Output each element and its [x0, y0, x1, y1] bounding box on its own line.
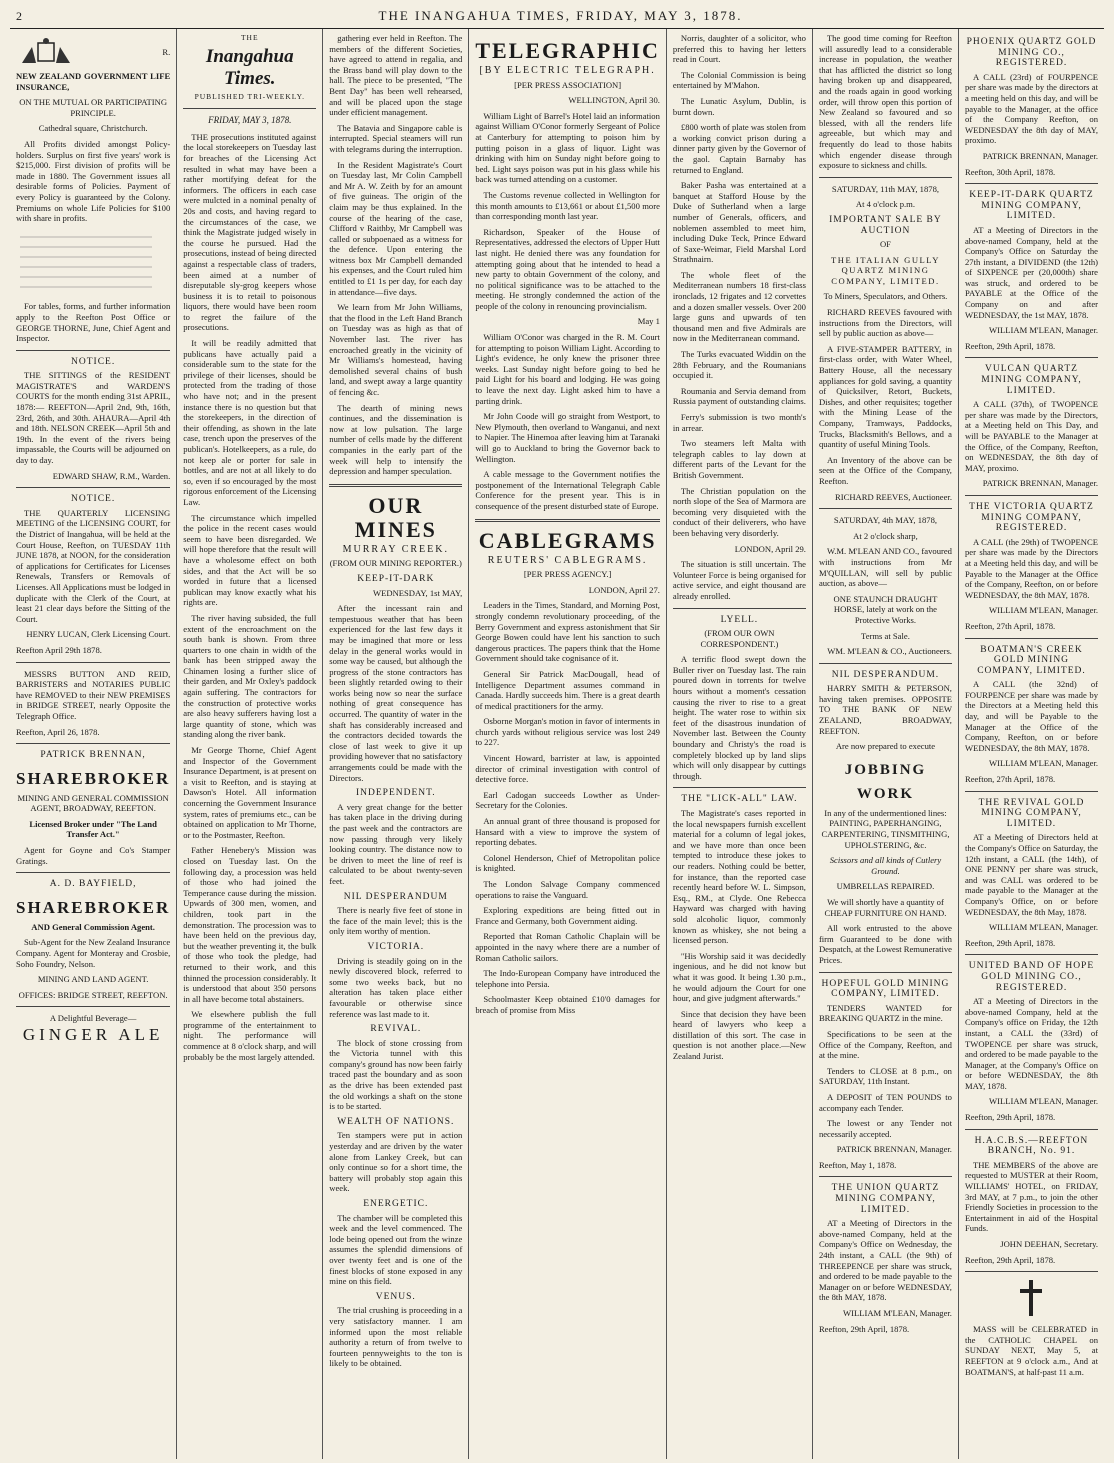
hopeful-heading: HOPEFUL GOLD MINING COMPANY, LIMITED. — [821, 978, 950, 1000]
victoria-heading: VICTORIA. — [367, 941, 425, 952]
col5-para-6: The whole fleet of the Mediterranean numbers 18 first-class ironclads, 12 frigates and 12 corvettes and a dozen smaller vessels. Over 200 large guns and upwards of ten thousand men and five Admirals are now in the Mediterranean command. — [672, 269, 806, 344]
kid-signature: WILLIAM M'LEAN, Manager. — [989, 325, 1098, 336]
energetic-body: The chamber will be completed this week and the level commenced. The lode being opened out from the winze assumes the splendid dimensions of over twenty feet and is one of the finest blocks of stone exposed in any mine on this field. — [329, 1212, 463, 1287]
notice2-signature: HENRY LUCAN, Clerk Licensing Court. — [26, 629, 171, 640]
cablegrams-title: CABLEGRAMS — [478, 527, 657, 553]
mlean-signature: WM. M'LEAN & CO., Auctioneers. — [827, 646, 952, 657]
umbrellas-line: UMBRELLAS REPAIRED. — [836, 881, 935, 892]
col5-para-1: Norris, daughter of a solicitor, who preferred this to having her letters read in Court. — [672, 33, 806, 65]
auction-heading: IMPORTANT SALE BY AUCTION — [829, 214, 942, 236]
lyell-body: A terrific flood swept down the Buller river on Tuesday last. The rain poured down in torrents for twelve hours without a moment's cessation causing the river to rise to a great height. The water rose to within six feet of the disastrous inundation of November last. Between the County boundary and Christy's the road is completely blocked up by land slips which will only disappear by cuttings through. — [672, 654, 806, 781]
phoenix-date: Reefton, 30th April, 1878. — [964, 166, 1056, 177]
cross-icon — [1016, 1278, 1046, 1318]
scissors-line: Scissors and all kinds of Cutlery Ground. — [829, 855, 942, 876]
auction2-date: SATURDAY, 4th MAY, 1878, — [833, 515, 938, 526]
editorial-para-4: The river having subsided, the full extent of the encroachment on the south bank is shown. From three quarters to one chain in width of the bank has been stripped away the Chinamen losing a further slice of their garden, and Mr Oxley's paddock again suffering. The contractors for the construction of protective works are also heavy sufferers having lost a large quantity of stone, which was standing along the river bank. — [183, 612, 317, 740]
col5-para-4: £800 worth of plate was stolen from a working convict prison during a dinner party given by the Governor of the gaol. Captain Barnaby has returned to England. — [672, 122, 806, 175]
lick-all-law-body-3: Since that decision they have been heard of lawyers who keep a distillation of this sort. The case in question is not another place.—New Zealand Jurist. — [672, 1008, 806, 1062]
masthead-title: THE INANGAHUA TIMES, FRIDAY, MAY 3, 1878. — [378, 8, 743, 23]
col4-para-8: General Sir Patrick MacDougall, head of Intelligence Department assumes command in Canada. Hardly succeeds him. There is a great dearth of medical practitioners for the army. — [475, 668, 660, 711]
col4-para-5: Mr John Coode will go straight from Westport, to New Plymouth, then overland to Wanganui, and next to Napier. The Hinemoa after leaving him at Taranaki will go to Auckland to bring the Governor back to Wellington. — [475, 411, 660, 464]
column-1 — [10, 29, 177, 1459]
london-april29-dateline: LONDON, April 29. — [734, 543, 806, 554]
revival-heading: REVIVAL. — [370, 1024, 422, 1035]
smith-prepared: Are now prepared to execute — [835, 741, 936, 752]
reeves-body: RICHARD REEVES favoured with instructions from the Directors, will sell by public auction as above— — [818, 307, 952, 339]
mass-body: MASS will be CELEBRATED in the CATHOLIC CHAPEL on SUNDAY NEXT, May 5, at REEFTON at 9 o'clock a.m., And at BOATMAN'S, at half-past 11 a.m. — [964, 1324, 1098, 1377]
editorial-para-7: We elsewhere publish the full programme of the entertainment to night. The performance will commence at 8 o'clock sharp, and will probably be the most largely attended. — [183, 1009, 317, 1062]
notice-body: THE SITTINGS of the RESIDENT MAGISTRATE'S and WARDEN'S COURTS for the month ending 31st APRIL, 1878:— REEFTON—April 2nd, 9th, 16th, 23rd, 26th, and 30th. AHAURA—April 4th and 18th. NELSON CREEK—April 5th and 19th. In the event of the rivers being impassable, the Courts will be adjourned on day to day. — [16, 370, 171, 466]
united-signature: WILLIAM M'LEAN, Manager. — [989, 1096, 1098, 1107]
hacbs-body: THE MEMBERS of the above are requested to MUSTER at their Room, WILLIAMS' HOTEL, on FRIDAY, 3rd MAY, at 7 p.m., to join the other Friendly Societies in procession to the Entertainment in aid of the Hospital Funds. — [964, 1159, 1098, 1234]
column-6 — [813, 29, 959, 1459]
horse-body: ONE STAUNCH DRAUGHT HORSE, lately at work on the Protective Works. — [833, 593, 938, 625]
victoria-ad-signature: WILLIAM M'LEAN, Manager. — [989, 605, 1098, 616]
col3-para-4: We learn from Mr John Williams, that the flood in the Left Hand Branch on Tuesday was as high as that of November last. The river has encroached greatly in the vicinity of Mr Williams's homestead, having demolished several chains of bush land, and swept away a large quantity of fencing &c. — [329, 302, 463, 397]
brennan-agent: Agent for Goyne and Co's Stamper Gratings. — [16, 845, 171, 866]
notice-signature: EDWARD SHAW, R.M., Warden. — [52, 470, 171, 481]
col4-para-7: Leaders in the Times, Standard, and Morning Post, strongly condemn revolutionary proceeding, of the Berry Government and express astonishment that Sir George Bowen could have lent his sanction to such dangerous practices. The papers think that the Home Government should take cognisance of it. — [475, 600, 660, 664]
united-heading: UNITED BAND OF HOPE GOLD MINING CO., REGISTERED. — [968, 961, 1095, 993]
insurance-body: All Profits divided amongst Policy-holders. Surplus on first five years' work is $215,000. First division of profits will be made in 1880. The Government issues all desirable forms of Policies. Payment of every Policy is guaranteed by the Colony. Premiums on whole Life Policies for $100 with share in profits. — [16, 138, 171, 224]
col3-para-5: The dearth of mining news continues, and the dissemination is now at low pulsation. The large number of cells made by the different companies in the early part of the week will help to intensify the depression and hamper speculation. — [329, 402, 463, 477]
our-mines-title: OUR MINES — [354, 492, 437, 542]
col4-para-13: Colonel Henderson, Chief of Metropolitan police is knighted. — [475, 852, 660, 874]
revival-body: The block of stone crossing from the Victoria tunnel with this company's ground has now been fairly traced past the boundary and as soon as the drive has been extended past the old workings a shaft on the stone is to be started. — [329, 1037, 463, 1112]
insurance-address: Cathedral square, Christchurch. — [38, 123, 148, 134]
bayfield-name: A. D. BAYFIELD, — [49, 879, 137, 890]
notice-heading: NOTICE. — [71, 356, 116, 367]
col5-para-10: Two steamers left Malta with telegraph cables to lay down at different parts of the Levant for the British Government. — [672, 438, 806, 480]
kid-heading: KEEP-IT-DARK QUARTZ MINING COMPANY, LIMITED. — [969, 190, 1094, 222]
insurance-footer: For tables, forms, and further information apply to the Reefton Post Office or GEORGE THORNE, June, Chief Agent and Inspector. — [16, 301, 171, 344]
telegraphic-subtitle: [BY ELECTRIC TELEGRAPH. — [479, 65, 656, 76]
london-dateline: LONDON, April 27. — [588, 584, 660, 595]
venus-heading: VENUS. — [375, 1291, 416, 1302]
battery-body: A FIVE-STAMPER BATTERY, in first-class order, with Water Wheel, Battery House, all the necessary appliances for gold saving, a quantity of Quicksilver, Retort, Buckets, Dishes, and other requisites; together with the Mining Lease of the Company, Tramways, Paddocks, Trucks, Blacksmith's Bellows, and a quantity of useful Mining Tools. — [818, 343, 952, 450]
bayfield-title: SHAREBROKER — [16, 897, 171, 917]
lyell-correspondent: (FROM OUR OWN CORRESPONDENT.) — [700, 628, 779, 649]
royal-arms-icon — [16, 37, 76, 67]
union-signature: WILLIAM M'LEAN, Manager. — [843, 1308, 952, 1318]
col4-para-12: An annual grant of three thousand is proposed for Hansard with a view to improve the system of reporting debates. — [475, 816, 660, 848]
press-association-line: [PER PRESS ASSOCIATION] — [514, 79, 622, 90]
ginger-ale: GINGER ALE — [22, 1025, 164, 1044]
col5-para-9: Ferry's submission is two month's in arrear. — [672, 412, 806, 433]
button-reid-date: Reefton, April 26, 1878. — [16, 726, 100, 737]
wellington-dateline: WELLINGTON, April 30. — [568, 95, 660, 106]
insurance-subtitle: ON THE MUTUAL OR PARTICIPATING PRINCIPLE. — [19, 97, 168, 118]
col4-para-16: Reported that Roman Catholic Chaplain will be appointed in the navy where there are a number of Roman Catholic sailors. — [475, 931, 660, 963]
energetic-heading: ENERGETIC. — [363, 1199, 429, 1209]
bayfield-offices: OFFICES: BRIDGE STREET, REEFTON. — [18, 989, 168, 1000]
auction-to: To Miners, Speculators, and Others. — [823, 291, 948, 302]
vulcan-signature: PATRICK BRENNAN, Manager. — [982, 478, 1098, 489]
auction-date: SATURDAY, 11th MAY, 1878, — [831, 183, 940, 194]
editorial-para-6: Father Henebery's Mission was closed on Tuesday last. On the following day, a procession was held of those who had joined the Temperance cause during the mission. Upwards of 300 men, women, and children, took part in the demonstration. The procession was to have been held on the previous day, but the weather preventing it, the bulk of those who took the pledge, had returned to their work, and this thinned the procession considerably. It is understood that about 350 persons in all have become total abstainers. — [183, 845, 317, 1004]
button-reid-body: MESSRS BUTTON AND REID, BARRISTERS and NOTARIES PUBLIC have REMOVED to their NEW PREMISES in BRIDGE STREET, nearly Opposite the Telegraph Office. — [16, 668, 171, 721]
col4-para-1: William Light of Barrel's Hotel laid an information against William O'Conor formerly Sergeant of Police at Canterbury for attempting to poison him by putting poison in a glass of liquor. Light was drinking with him on Sunday night before going to bed. Light says poison was put in his glass while his back was turned attending on a customer. — [475, 110, 660, 185]
auction-time: At 4 o'clock p.m. — [855, 199, 915, 210]
vulcan-body: A CALL (37th), of TWOPENCE per share was made by the Directors, at a Meeting held on This Day, and will be PAYABLE to the Manager at the Office, of the Company, Reefton, on WEDNESDAY, the 8th day of MAY, proximo. — [964, 399, 1098, 473]
victoria-body: Driving is steadily going on in the newly discovered block, referred to some two weeks back, but no alteration has taken place either favourable or otherwise since reference was last made to it. — [329, 955, 463, 1019]
column-3 — [323, 29, 469, 1459]
editorial-para-3: The circumstance which impelled the police in the recent cases would seem to have been disregarded. We will hope therefore that the result will have a wholesome effect on both sides, and that the Act will be so worded in future that a licensed publican may know exactly what his rights are. — [183, 512, 317, 608]
boatman-date: Reefton, 27th April, 1878. — [964, 774, 1056, 785]
phoenix-heading: PHOENIX QUARTZ GOLD MINING CO., REGISTERED. — [966, 37, 1097, 69]
lyell-heading: LYELL. — [720, 614, 759, 625]
editorial-para-2: It will be readily admitted that publicans have actually paid a considerable sum to the state for the privilege of their licenses, should be protected from the trading of those who have not; and in the present instance there is no question but that the storekeepers, in the direction of their offending, as shown in the late case, trench upon the preserves of the publican's. Hotelkeepers, as a rule, do not keep ale or porter for sale in bottles, and are not at all likely to do so, even if so encouraged by the most rigorous enforcement of the Licensing Law. — [183, 338, 317, 507]
keep-it-dark-date: WEDNESDAY, 1st MAY, — [373, 587, 463, 598]
inventory-body: An Inventory of the above can be seen at the Office of the Company, Reefton. — [818, 454, 952, 486]
col4-para-10: Vincent Howard, barrister at law, is appointed director of criminal investigation with control of detective force. — [475, 753, 660, 785]
column-2 — [177, 29, 323, 1459]
col5-para-11: The Christian population on the north slope of the Sea of Marmora are becoming very disquieted with the conduct of their deliverers, who have been behaving very disorderly. — [672, 485, 806, 538]
work-guarantee: All work entrusted to the above firm Guaranteed to be done with Despatch, at the Lowest Remunerative Prices. — [818, 923, 952, 965]
terms-line: Terms at Sale. — [861, 630, 910, 641]
premium-table — [16, 229, 156, 299]
bayfield-body: Sub-Agent for the New Zealand Insurance Company. Agent for Monteray and Crosbie, Soho Foundry, Nelson. — [16, 937, 171, 969]
col4-para-2: The Customs revenue collected in Wellington for this month amounts to £13,661 or about £1,500 more than corresponding month last year. — [475, 189, 660, 222]
notice2-date: Reefton April 29th 1878. — [16, 644, 102, 655]
wealth-body: Ten stampers were put in action yesterday and are driven by the water alone from Lankey Creek, but can only continue so for a short time, the battery will probably stop again this week. — [329, 1130, 463, 1194]
cheap-furniture: We will shortly have a quantity of CHEAP FURNITURE ON HAND. — [824, 897, 947, 918]
auction2-time: At 2 o'clock sharp, — [853, 530, 918, 541]
editorial-para-5: Mr George Thorne, Chief Agent and Inspector of the Government Insurance Department, is at present on a visit to Reefton, and is staying at Dawson's Hotel. All information concerning the Government Insurance system, rates of premiums etc., can be obtained on application to Mr Thorne, or to the Postmaster, Reefton. — [183, 745, 317, 840]
col5-para-8: Roumania and Servia demand from Russia payment of outstanding claims. — [672, 385, 806, 407]
col4-para-9: Osborne Morgan's motion in favor of interments in church yards without religious service was lost 249 to 227. — [475, 716, 660, 748]
bayfield-mining: MINING AND LAND AGENT. — [37, 974, 149, 985]
notice2-body: THE QUARTERLY LICENSING MEETING of the LICENSING COURT, for the District of Inangahua, will be held at the Court House, Reefton, on TUESDAY 11th JUNE 1878, at NOON, for the consideration of applications for Certificates for Licenses Renewals, Transfers or Removals of Licenses. All Applications must be lodged in duplicate with the Clerk of the Court, at least 21 clear days before the Sitting of the Court. — [16, 507, 171, 624]
insurance-title: NEW ZEALAND GOVERNMENT LIFE INSURANCE, — [16, 71, 171, 92]
hopeful-signature: PATRICK BRENNAN, Manager. — [836, 1144, 952, 1155]
deposit-line: A DEPOSIT of TEN POUNDS to accompany each Tender. — [818, 1091, 952, 1113]
union-body: AT a Meeting of Directors in the above-named Company, held at the Company's Office on Wednesday, the 24th instant, a CALL (the 9th) of THREEPENCE per share was struck, and ordered to be made payable to the Manager on or before WEDNESDAY, the 8th MAY, 1878. — [818, 1218, 952, 1303]
nameplate: Inangahua Times. — [205, 45, 294, 89]
union-date: Reefton, 29th April, 1878. — [818, 1323, 910, 1334]
smith-body: HARRY SMITH & PETERSON, having taken premises. OPPOSITE TO THE BANK OF NEW ZEALAND, BROADWAY, REEFTON. — [818, 683, 952, 736]
revival-ad-signature: WILLIAM M'LEAN, Manager. — [989, 922, 1098, 933]
col3-para-1: gathering ever held in Reefton. The members of the different Societies, have agreed to attend in regalia, and the Brass band will play down to the hall. The piece to be presented, "The Bent Day" has been well rehearsed, and will be placed upon the stage under efficient management. — [329, 33, 463, 118]
venus-body: The trial crushing is proceeding in a very satisfactory manner. I am informed upon the most reliable authority a return of from twelve to fourteen pennyweights to the ton is likely to be obtained. — [329, 1305, 463, 1369]
jobbing-branches: In any of the undermentioned lines: PAINTING, PAPERHANGING, CARPENTERING, TINSMITHING, UPHOLSTERING, &c. — [821, 807, 950, 850]
keep-it-dark-heading: KEEP-IT-DARK — [357, 573, 435, 584]
lick-all-law-body: The Magistrate's cases reported in the local newspapers furnish excellent material for a column of legal jokes, and we have more than once been tempted to introduce these jokes to our readers. Nothing could be better, for instance, than the reported case recently heard before W. L. Simpson, Esq., RM., at Clyde. One Rebecca Hayward was charged with having sold alcoholic liquor, commonly known as whiskey, she not being a licensed person. — [672, 808, 806, 946]
col6-para-1: The good time coming for Reefton will assuredly lead to a considerable increase in population, the weather that has afflicted the district so long having broken up and disappeared, and the roads again in good working order, will throw open this portion of New Zealand so favoured and so blessed, with all the renders life agreeable, but which may and frequently do lead to those habits which engender disease through exposure to sickness and chills. — [818, 33, 952, 171]
victoria-ad-heading: THE VICTORIA QUARTZ MINING COMPANY, REGISTERED. — [969, 501, 1094, 534]
col3-para-3: In the Resident Magistrate's Court on Tuesday last, Mr Colin Campbell and Mr A. W. Zeith by for an amount of five guineas. The origin of the claim may be thus explained. In the course of the hearing of the case, Clifford v Raithby, Mr Campbell was called or subpoenaed as a witness for the defence. Upon entering the witness box Mr Campbell demanded his expenses, and the Court ruled him entitled to £1 1s per day, for each day in attendance—five days. — [329, 159, 463, 297]
col4-para-14: The London Salvage Company commenced operations to raise the Vanguard. — [475, 879, 660, 900]
editorial-para-1: THE prosecutions instituted against the local storekeepers on Tuesday last for breaches of the Licensing Act resulted in what may have been a rather mortifying defeat for the informers. The officers in each case were mulcted in a nominal penalty of 20s and costs, and having regard to the circumstances of the case, we think the Magistrate judged wisely in the course he pursued. Had the prosecutions, instead of being directed against a respectable class of traders, been aimed at a number of disreputable sly-grog keepers whose business it is to retail to poisonous liquors, there would have been room to regret the failure of the prosecutions. — [183, 131, 317, 333]
wealth-heading: WEALTH OF NATIONS. — [337, 1116, 455, 1127]
lowest-tender-line: The lowest or any Tender not necessarily accepted. — [818, 1118, 952, 1139]
kid-date: Reefton, 29th April, 1878. — [964, 340, 1056, 351]
phoenix-body: A CALL (23rd) of FOURPENCE per share was made by the directors at a meeting held on this day, and will be payable to the Manager, at the office of the Company Reefton, on WEDNESDAY the 8th day of MAY, proximo. — [964, 71, 1098, 146]
col4-para-18: Schoolmaster Keep obtained £10'0 damages for breach of promise from Miss — [475, 994, 660, 1015]
crest-r: R. — [162, 46, 171, 57]
nil-desperandum-ad-heading: NIL DESPERANDUM. — [831, 669, 940, 680]
reuters-subtitle: REUTERS' CABLEGRAMS. — [487, 554, 648, 566]
mining-reporter-line: (FROM OUR MINING REPORTER.) — [329, 558, 462, 569]
united-date: Reefton, 29th April, 1878. — [964, 1112, 1056, 1123]
hacbs-heading: H.A.C.B.S.—REEFTON BRANCH, No. 91. — [974, 1135, 1089, 1157]
revival-ad-heading: THE REVIVAL GOLD MINING COMPANY, LIMITED. — [978, 797, 1085, 829]
columns — [10, 29, 1104, 1459]
kid-body: AT a Meeting of Directors in the above-named Company, held at the Company's Office on Saturday the 27th instant, a DIVIDEND (the 12th) of SIXPENCE per (20,000th) share was struck, and ordered to be PAYABLE at the Office of the Company on and after WEDNESDAY, the 1st MAY, 1878. — [964, 224, 1098, 320]
bayfield-sub: AND General Commission Agent. — [31, 921, 155, 932]
notice2-heading: NOTICE. — [71, 494, 116, 505]
tenders-body: TENDERS WANTED for BREAKING QUARTZ in the mine. — [818, 1002, 952, 1024]
col4-para-6: A cable message to the Government notifies the postponement of the International Telegraph Cable Conference for the present year. This is in consequence of the present disturbed state of Europe. — [475, 469, 660, 511]
hacbs-signature: JOHN DEEHAN, Secretary. — [1000, 1239, 1098, 1249]
independent-body: A very great change for the better has taken place in the driving during the past week and the contractors are now passing through very likely looking country. The distance now to be driven to meet the line of reef is calculated to be about twenty-seven feet. — [329, 801, 463, 886]
beverage-line: A Delightful Beverage— — [49, 1013, 137, 1024]
boatman-heading: BOATMAN'S CREEK GOLD MINING COMPANY, LIMITED. — [977, 644, 1086, 676]
victoria-ad-body: A CALL (the 29th) of TWOPENCE per share was made by the Directors at a Meeting held this day, and will be Payable to the Manager at the Office of the Company, Reefton, on or before WEDNESDAY, the 8th MAY, 1878. — [964, 536, 1098, 600]
hopeful-date: Reefton, May 1, 1878. — [818, 1159, 897, 1170]
column-4 — [469, 29, 667, 1459]
insurance-crest — [16, 37, 170, 67]
nil-desperandum-body: There is nearly five feet of stone in the face of the main level; this is the only item worthy of mention. — [329, 905, 463, 937]
col5-para-5: Baker Pasha was entertained at a banquet at Stafford House by the Duke of Sutherland when a large number of Generals, officers, and noblemen assembled to meet him, including Duke Teck, Prince Edward of Saxe-Weimar, Field Marshal Lord Strathnairn. — [672, 180, 806, 265]
boatman-body: A CALL (the 32nd) of FOURPENCE per share was made by the Directors at a Meeting held this day, and will be Payable to the Manager at the Office of the Company, Reefton, on or before WEDNESDAY, the 8th MAY, 1878. — [964, 679, 1098, 753]
tenders-close: Tenders to CLOSE at 8 p.m., on SATURDAY, 11th Instant. — [818, 1065, 952, 1087]
revival-ad-date: Reefton, 29th April, 1878. — [964, 937, 1056, 948]
masthead — [10, 6, 1104, 29]
jobbing-work: JOBBING WORK — [844, 761, 927, 802]
keep-it-dark-body: After the incessant rain and tempestuous weather that has been experienced for the last few days it may be imagined that more or less delay in the general works would in some way be caused, but although the progress of the stone contractors has been slightly retarded owing to their works being now so near the surface nothing of great consequence has occurred. The quantity of water in the shaft has considerably increased and the contractors decided towards the close of last week to give it up providing however that no satisfactory arrangements could be made with the Directors. — [329, 603, 463, 783]
independent-heading: INDEPENDENT. — [355, 788, 436, 799]
lick-all-law-body-2: "His Worship said it was decidedly ingenious, and he did not know but what it was good. It being 1.30 p.m., he would adjourn the Court for one hour, and give judgment afterwards." — [672, 950, 806, 1004]
col4-para-15: Exploring expeditions are being fitted out in France and Germany, both Government aiding. — [475, 905, 660, 926]
lick-all-law-heading: THE "LICK-ALL" LAW. — [681, 794, 798, 805]
col5-para-12: The situation is still uncertain. The Volunteer Force is being organised for active service, and eight thousand are already enrolled. — [672, 559, 806, 601]
brennan-licensed: Licensed Broker under "The Land Transfer Act." — [29, 818, 157, 840]
reeves-signature: RICHARD REEVES, Auctioneer. — [835, 491, 952, 502]
column-7 — [959, 29, 1104, 1459]
col5-para-3: The Lunatic Asylum, Dublin, is burnt down. — [672, 95, 806, 117]
col4-para-17: The Indo-European Company have introduced the telephone into Persia. — [475, 968, 660, 989]
col4-para-11: Earl Cadogan succeeds Lowther as Under-Secretary for the Colonies. — [475, 789, 660, 811]
brennan-title: SHAREBROKER — [16, 768, 171, 788]
specifications-line: Specifications to be seen at the Office of the Company, Reefton, and at the mine. — [818, 1028, 952, 1061]
murray-creek-subtitle: MURRAY CREEK. — [342, 543, 449, 555]
editorial-date: FRIDAY, MAY 3, 1878. — [208, 115, 292, 126]
brennan-body: MINING AND GENERAL COMMISSION AGENT, BROADWAY, REEFTON. — [17, 792, 169, 814]
brennan-name: PATRICK BRENNAN, — [40, 750, 146, 761]
boatman-signature: WILLIAM M'LEAN, Manager. — [989, 758, 1098, 769]
col4-para-3: Richardson, Speaker of the House of Representatives, addressed the electors of Upper Hutt last night. He denied there was any foundation for attempting going about that he intended to head a new party to obtain Government of the colony, and no political significance was to be attached to the meeting. He strongly condemned the action of the people of the colony in renouncing provincialism. — [475, 226, 660, 311]
telegraphic-title: TELEGRAPHIC — [475, 38, 660, 63]
united-body: AT a Meeting of Directors in the above-named Company, held at the Company's office on Friday, the 12th instant, a CALL the (33rd) of TWOPENCE per share was struck, and ordered to be made payable to the Manager, at the Company's Office on or before WEDNESDAY, the 8th MAY, 1878. — [964, 996, 1098, 1091]
hacbs-date: Reefton, 29th April, 1878. — [964, 1254, 1056, 1265]
nameplate-the: THE — [240, 33, 259, 42]
victoria-ad-date: Reefton, 27th April, 1878. — [964, 620, 1056, 631]
revival-ad-body: AT a Meeting of Directors held at the Company's Office on Saturday, the 12th instant, a CALL (the 14th), of ONE PENNY per share was struck, and was CALL was ordered to be made payable to the Manager at the Company's Office, on or before WEDNESDAY, the 8th May, 1878. — [964, 832, 1098, 917]
press-agency-line: [PER PRESS AGENCY.] — [523, 569, 612, 580]
union-heading: THE UNION QUARTZ MINING COMPANY, LIMITED. — [831, 1183, 940, 1215]
mlean-body: W.M. M'LEAN AND CO., favoured with instructions from Mr M'QUILLAN, will sell by public auction, as above— — [818, 546, 952, 589]
published-line: PUBLISHED TRI-WEEKLY. — [194, 91, 305, 101]
auction-of: OF — [879, 239, 891, 250]
col5-para-7: The Turks evacuated Widdin on the 28th February, and the Roumanians occupied it. — [672, 349, 806, 381]
phoenix-signature: PATRICK BRENNAN, Manager. — [982, 150, 1098, 161]
vulcan-heading: VULCAN QUARTZ MINING COMPANY, LIMITED. — [981, 364, 1082, 396]
col5-para-2: The Colonial Commission is being entertained by M'Mahon. — [672, 69, 806, 91]
col3-para-2: The Batavia and Singapore cable is interrupted. Special steamers will run with telegrams during the interruption. — [329, 122, 463, 154]
nil-desperandum-heading: NIL DESPERANDUM — [343, 891, 448, 902]
auction-company: THE ITALIAN GULLY QUARTZ MINING COMPANY, LIMITED. — [830, 254, 940, 286]
column-5 — [667, 29, 813, 1459]
may1-dateline: May 1 — [637, 316, 660, 327]
page-number: 2 — [16, 9, 23, 23]
col4-para-4: William O'Conor was charged in the R. M. Court for attempting to poison William Light. According to Light's evidence, he only knew the prisoner three weeks. Last Sunday night before going to bed he paid Light for his board and lodging. He was going to leave the next day. Light asked him to have a parting drink. — [475, 332, 660, 406]
